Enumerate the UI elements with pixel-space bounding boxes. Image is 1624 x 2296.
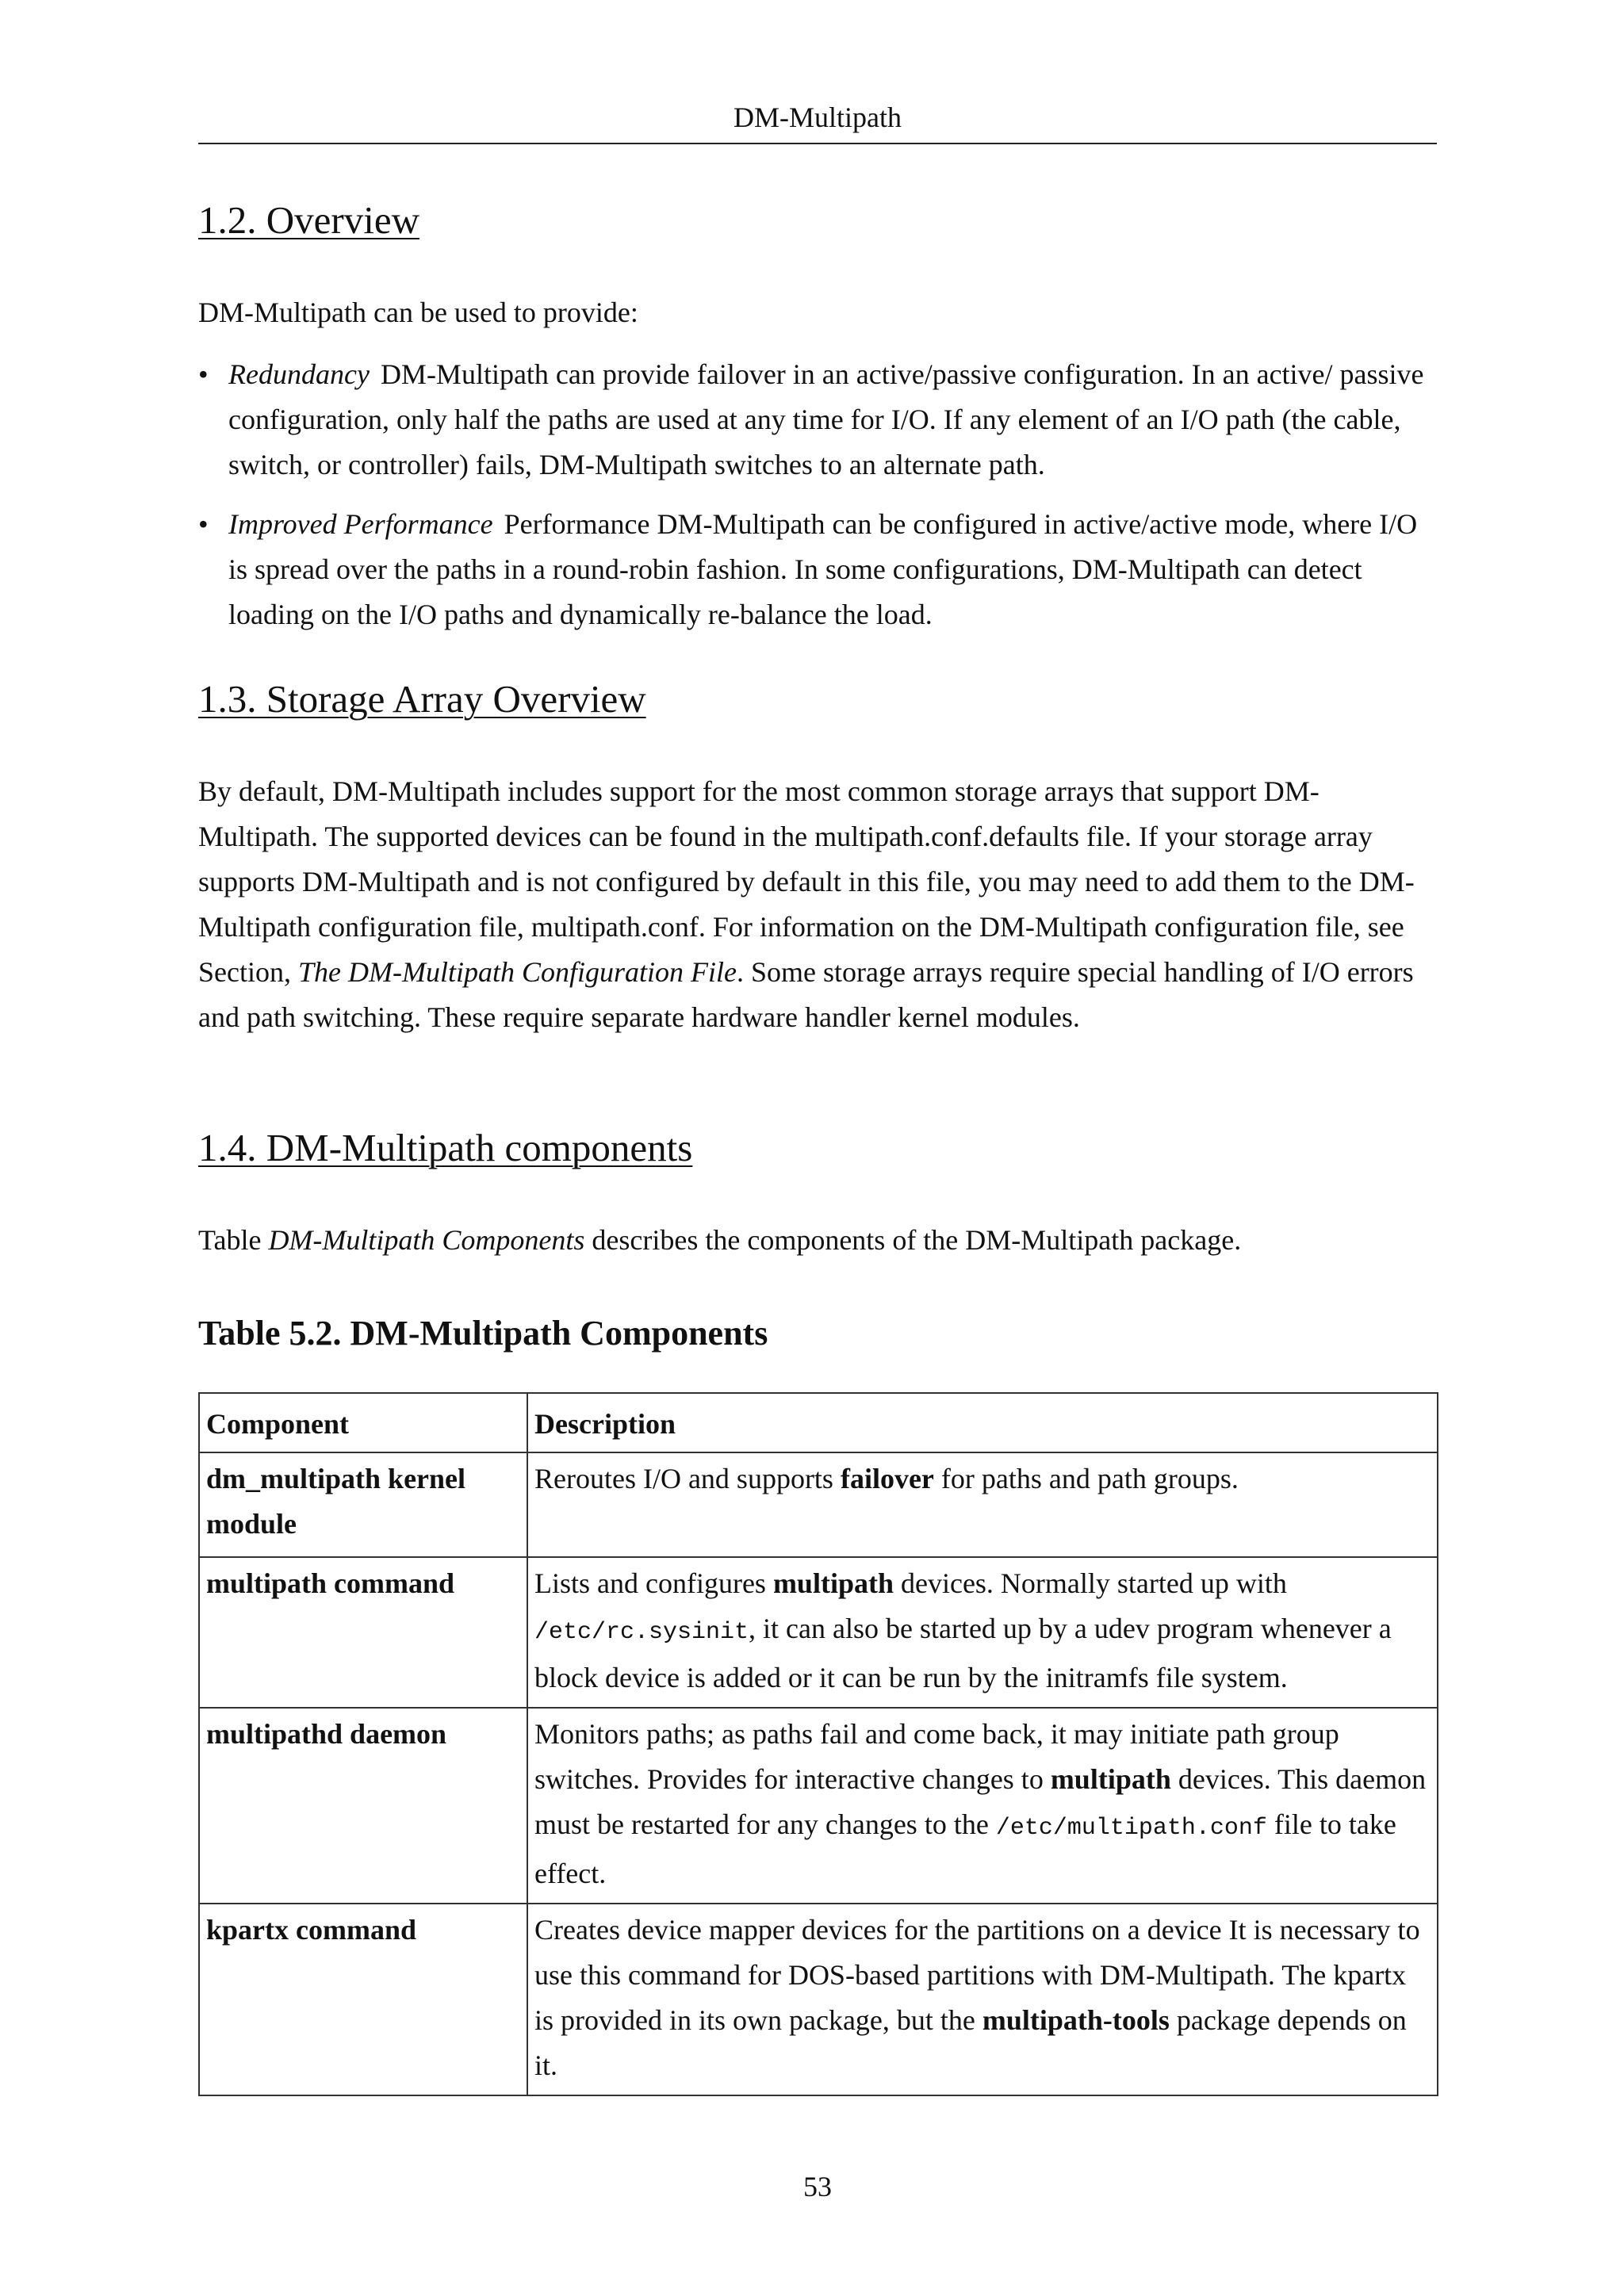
intro-suffix: describes the components of the DM-Multipath package. xyxy=(592,1224,1242,1256)
description-cell xyxy=(527,1557,1438,1708)
component-cell: dm_multipath kernel module xyxy=(199,1452,527,1557)
heading-storage-array-overview: 1.3. Storage Array Overview xyxy=(198,677,646,721)
description-text: package depends on it. xyxy=(534,2004,1407,2081)
description-text: Reroutes I/O and supports xyxy=(534,1463,833,1494)
description-text: file to take effect. xyxy=(534,1808,1396,1889)
description-cell xyxy=(527,1708,1438,1904)
components-table xyxy=(198,1392,1438,2096)
description-text: for paths and path groups. xyxy=(940,1463,1239,1494)
bullet-term: Improved Performance xyxy=(228,508,493,540)
column-header-description: Description xyxy=(527,1393,1438,1452)
table-row xyxy=(199,1904,1438,2095)
heading-overview: 1.2. Overview xyxy=(198,198,419,242)
document-page xyxy=(198,0,1437,2296)
bullet-improved-performance xyxy=(198,502,1437,637)
component-cell: multipath command xyxy=(199,1557,527,1708)
bullet-redundancy xyxy=(198,352,1437,488)
description-text: devices. This daemon must be restarted for any changes to the xyxy=(534,1763,1427,1840)
description-cell xyxy=(527,1904,1438,2095)
description-text: Monitors paths; as paths fail and come back, it may initiate path group switches. Provides for interactive changes to xyxy=(534,1718,1339,1795)
description-text: , it can also be started up by a udev program whenever a block device is added or it can be run by the initramfs file system. xyxy=(534,1613,1392,1693)
table-header-row xyxy=(199,1393,1438,1452)
table-reference: DM-Multipath Components xyxy=(268,1224,585,1256)
table-row xyxy=(199,1708,1438,1904)
bullet-text: Performance DM-Multipath can be configured in active/active mode, where I/O is spread over the paths in a round-robin fashion. In some configurations, DM-Multipath can detect loading on the I/O paths and dynamically re-balance the load. xyxy=(228,508,1418,630)
file-path-code: /etc/multipath.conf xyxy=(995,1815,1267,1842)
description-cell xyxy=(527,1452,1438,1557)
description-bold: multipath xyxy=(772,1567,894,1599)
storage-text-end: . Some storage arrays require special handling of I/O errors and path switching. These require separate hardware handler kernel modules. xyxy=(198,956,1414,1033)
description-bold: multipath xyxy=(1050,1763,1171,1795)
bullet-icon: • xyxy=(198,508,209,540)
table-row xyxy=(199,1557,1438,1708)
section-reference: The DM-Multipath Configuration File xyxy=(297,956,737,988)
overview-intro: DM-Multipath can be used to provide: xyxy=(198,297,638,328)
intro-prefix: Table xyxy=(198,1224,262,1256)
table-title: Table 5.2. DM-Multipath Components xyxy=(198,1314,768,1353)
heading-components: 1.4. DM-Multipath components xyxy=(198,1126,693,1169)
storage-text-start: By default, DM-Multipath includes support for the most common storage arrays that support DM-Multipath. The supported devices can be found in the multipath.conf.defaults file. If your storage array supports DM-Multipath and is not configured by default in this file, you may need to add them to the DM-Multipath configuration file, multipath.conf. For information on the DM-Multipath configuration file, see Section, xyxy=(198,775,1415,988)
page-number: 53 xyxy=(803,2171,832,2202)
table-row xyxy=(199,1452,1438,1557)
column-header-component: Component xyxy=(199,1393,527,1452)
bullet-icon: • xyxy=(198,358,209,390)
bullet-term: Redundancy xyxy=(228,358,370,390)
storage-paragraph xyxy=(198,769,1437,1040)
description-bold: failover xyxy=(840,1463,934,1494)
overview-bullet-list xyxy=(198,352,1437,652)
header-rule xyxy=(198,143,1437,144)
component-cell: kpartx command xyxy=(199,1904,527,2095)
file-path-code: /etc/rc.sysinit xyxy=(534,1619,749,1646)
components-intro xyxy=(198,1218,1437,1263)
component-cell: multipathd daemon xyxy=(199,1708,527,1904)
description-text: Creates device mapper devices for the partitions on a device It is necessary to use this command for DOS-based partitions with DM-Multipath. The kpartx is provided in its own package, but the xyxy=(534,1914,1420,2036)
description-bold: multipath-tools xyxy=(982,2004,1170,2036)
running-header: DM-Multipath xyxy=(733,101,902,133)
description-text: Lists and configures xyxy=(534,1567,766,1599)
description-text: devices. Normally started up with xyxy=(900,1567,1287,1599)
bullet-text: DM-Multipath can provide failover in an active/passive configuration. In an active/ passive configuration, only half the paths are used at any time for I/O. If any element of an I/O path (the cable, switch, or controller) fails, DM-Multipath switches to an alternate path. xyxy=(228,358,1424,480)
